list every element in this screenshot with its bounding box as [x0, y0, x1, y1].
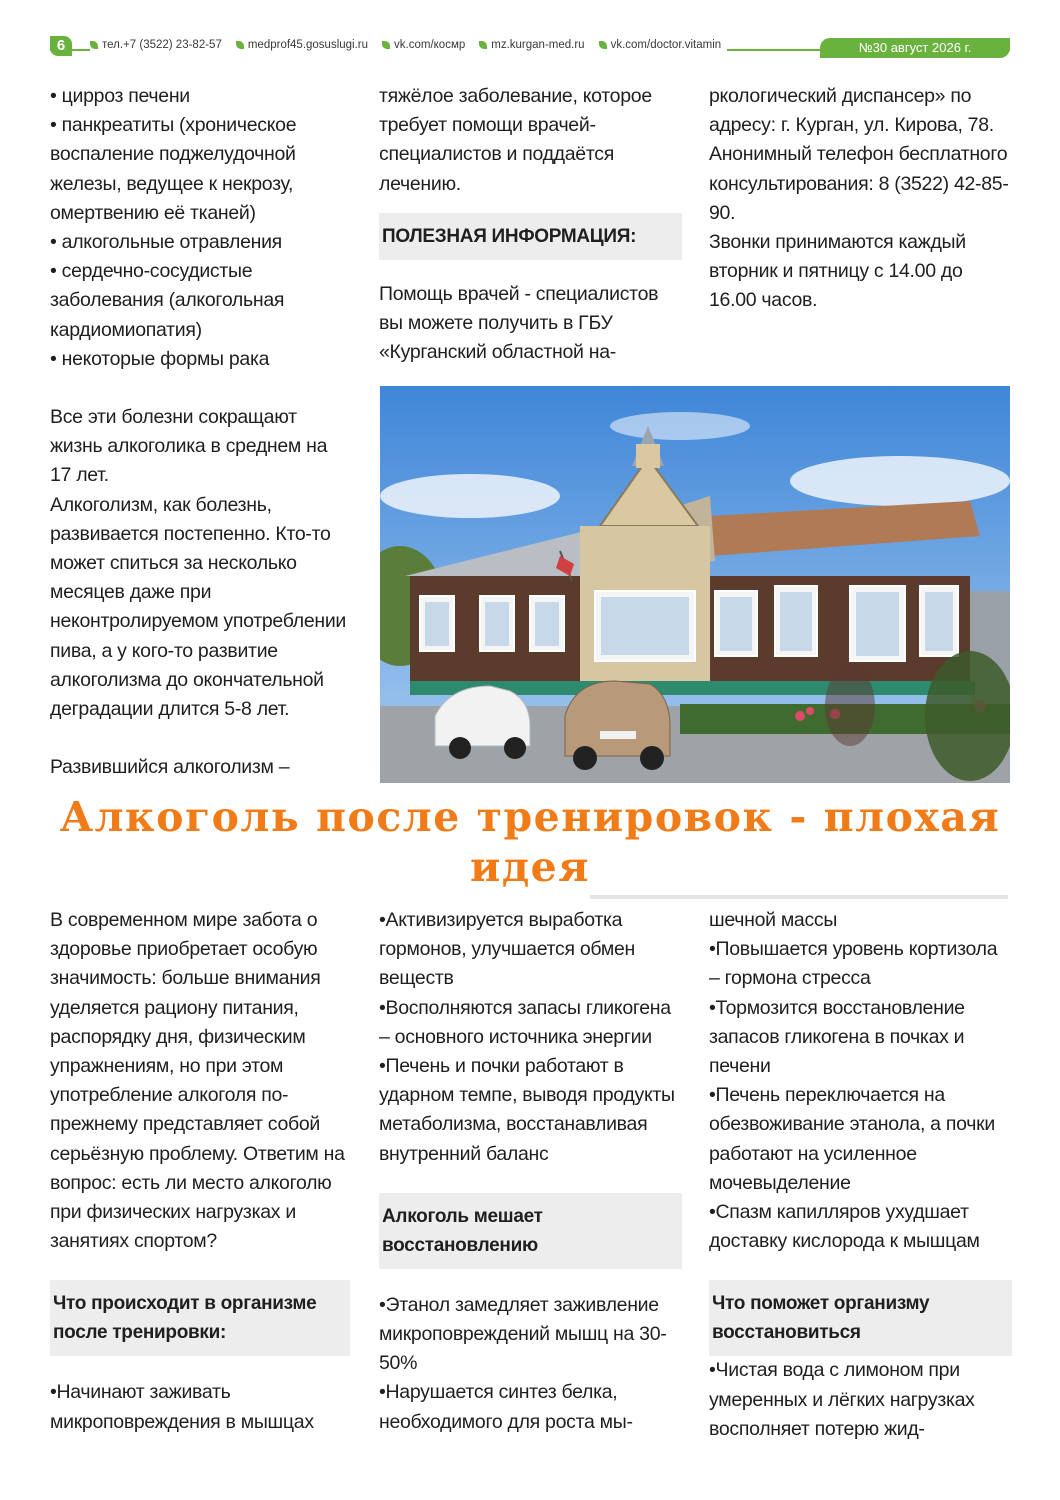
column-c — [709, 82, 1012, 316]
section-heading: Что происходит в организме после тренировки: — [50, 1280, 350, 1356]
list-item: • панкреатиты (хроническое воспаление поджелудочной железы, ведущее к некрозу, омертвению её тканей) — [50, 114, 297, 224]
column-f — [709, 906, 1012, 1444]
contact-link-vk-doctor[interactable]: vk.com/doctor.vitamin — [599, 36, 722, 54]
list-item: •Восполняются запасы гликогена – основного источника энергии — [379, 996, 671, 1048]
paragraph: Алкоголизм, как болезнь, развивается постепенно. Кто-то может спиться за несколько месяцев даже при неконтролируемом употреблении пива, а у кого-то развитие алкоголизма до окончательной деградации длится 5-8 лет. — [50, 493, 347, 721]
column-a — [50, 82, 350, 782]
section-heading: ПОЛЕЗНАЯ ИНФОРМАЦИЯ: — [379, 213, 682, 260]
paragraph: Анонимный телефон бесплатного консультирования: 8 (3522) 42-85-90. — [709, 143, 1009, 224]
contact-link-gosuslugi[interactable]: medprof45.gosuslugi.ru — [236, 36, 368, 54]
issue-badge: №30 август 2026 г. — [820, 38, 1010, 58]
page-header — [50, 36, 1010, 56]
contacts-bar — [90, 36, 727, 54]
list-item: •Тормозится восстановление запасов гликогена в почках и печени — [709, 996, 965, 1078]
list-item: • алкогольные отравления — [50, 231, 282, 254]
list-item: • цирроз печени — [50, 85, 190, 107]
paragraph: ркологический диспансер» по адресу: г. Курган, ул. Кирова, 78. — [709, 85, 994, 137]
contact-link-vk-kosmp[interactable]: vk.com/космр — [382, 36, 465, 54]
paragraph: Развившийся алкоголизм – — [50, 756, 290, 779]
list-item: • некоторые формы рака — [50, 347, 270, 370]
list-item: •Этанол замедляет заживление микроповреждений мышц на 30-50% — [379, 1293, 667, 1375]
list-item: •Печень и почки работают в ударном темпе, выводя продукты метаболизма, восстанавливая внутренний баланс — [379, 1055, 675, 1165]
leaf-icon — [90, 41, 98, 49]
paragraph: Помощь врачей - специалистов вы можете получить в ГБУ «Курганский областной на- — [379, 282, 659, 364]
list-item: •Повышается уровень кортизола – гормона стресса — [709, 938, 998, 990]
leaf-icon — [382, 41, 390, 49]
leaf-icon — [479, 41, 487, 49]
paragraph: Все эти болезни сокращают жизнь алкоголика в среднем на 17 лет. — [50, 406, 328, 487]
paragraph: Звонки принимаются каждый вторник и пятницу с 14.00 до 16.00 часов. — [709, 231, 966, 312]
list-item: •Спазм капилляров ухудшает доставку кислорода к мышцам — [709, 1201, 980, 1253]
headline-rule — [590, 895, 1008, 899]
column-d — [50, 906, 350, 1437]
list-item: •Начинают заживать микроповреждения в мышцах — [50, 1381, 314, 1433]
column-b — [379, 82, 682, 367]
list-item: •Нарушается синтез белка, необходимого для роста мы- — [379, 1381, 633, 1433]
article-headline: Алкоголь после тренировок - плохая идея — [59, 793, 1001, 891]
column-e — [379, 906, 682, 1437]
contact-phone: тел.+7 (3522) 23-82-57 — [90, 36, 222, 54]
list-item: • сердечно-сосудистые заболевания (алкогольная кардиомиопатия) — [50, 260, 285, 341]
leaf-icon — [599, 41, 607, 49]
building-photo — [380, 386, 1010, 783]
section-heading: Алкоголь мешает восстановлению — [379, 1193, 682, 1269]
list-item: •Активизируется выработка гормонов, улучшается обмен веществ — [379, 909, 635, 990]
section-heading: Что поможет организму восстановиться — [709, 1280, 1012, 1356]
paragraph: тяжёлое заболевание, которое требует помощи врачей-специалистов и поддаётся лечению. — [379, 85, 652, 195]
list-item: •Чистая вода с лимоном при умеренных и лёгких нагрузках восполняет потерю жид- — [709, 1359, 975, 1440]
contact-link-mz[interactable]: mz.kurgan-med.ru — [479, 36, 584, 54]
leaf-icon — [236, 41, 244, 49]
page-number: 6 — [50, 36, 72, 56]
paragraph: В современном мире забота о здоровье приобретает особую значимость: больше внимания уделяется рациону питания, распорядку дня, физическим упражнениям, но при этом употребление алкоголя по-прежнему представляет собой серьёзную проблему. Ответим на вопрос: есть ли место алкоголю при физических нагрузках и занятиях спортом? — [50, 909, 345, 1253]
list-item: •Печень переключается на обезвоживание этанола, а почки работают на усиленное мочевыделение — [709, 1084, 995, 1194]
list-item: шечной массы — [709, 909, 838, 931]
